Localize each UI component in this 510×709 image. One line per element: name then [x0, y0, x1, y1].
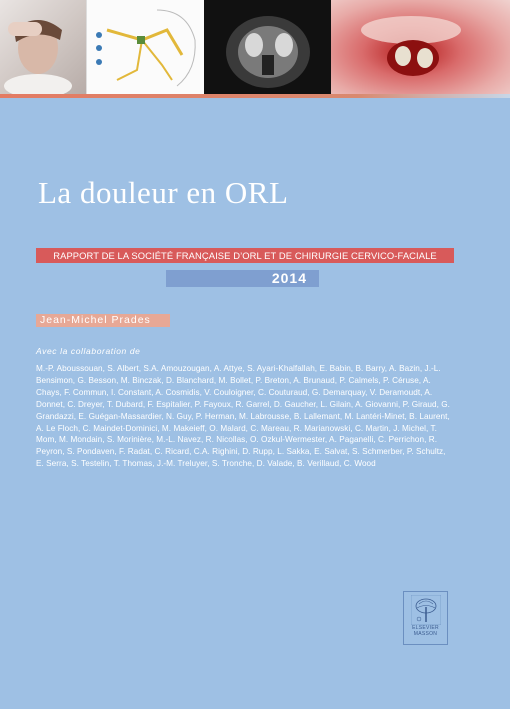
throat-photo	[331, 0, 510, 94]
book-title: La douleur en ORL	[38, 175, 289, 210]
cover-image-strip	[0, 0, 510, 94]
year-band	[166, 270, 319, 287]
ct-scan-image	[204, 0, 332, 94]
publisher-logo	[403, 591, 448, 645]
elsevier-tree-icon	[411, 595, 441, 625]
publisher-line1: ELSEVIER	[412, 625, 439, 631]
publisher-line2: MASSON	[413, 631, 438, 637]
anatomy-diagram	[86, 0, 204, 94]
collaboration-label: Avec la collaboration de	[36, 346, 141, 356]
collaborators-list: M.-P. Aboussouan, S. Albert, S.A. Amouzougan, A. Attye, S. Ayari-Khalfallah, E. Babin, B. Barry, A. Bazin, J.-L. Bensimon, G. Besson, M. Binczak, D. Blanchard, M. Bollet, P. Breton, A. Brunaud, P. Calmels, P. Céruse, A. Chays, F. Commun, I. Constant, A. Cosmidis, V. Couloigner, C. Couturaud, G. Demarquay, V. Deramoudt, A. Donnet, C. Dreyer, T. Dubard, F. Espitalier, P. Fayoux, R. Garrel, D. Gaucher, L. Gilain, A. Giovanni, P. Giraud, G. Grandazzi, E. Guégan-Massardier, N. Guy, P. Herman, M. Labrousse, B. Lallemant, M. Lantéri-Minet, B. Laurent, A. Le Floch, C. Maindet-Dominici, M. Makeieff, O. Malard, C. Mareau, R. Marianowski, C. Martin, J. Michel, T. Mom, M. Mondain, S. Morinière, M.-L. Navez, R. Nicollas, O. Ozkul-Wermester, A. Paganelli, C. Perrichon, R. Peyron, S. Pondaven, F. Radat, C. Ricard, C.A. Righini, D. Rupp, L. Sakka, E. Salvat, S. Schmerber, P. Schultz, E. Serra, S. Testelin, T. Thomas, J.-M. Treluyer, S. Tronche, D. Valade, B. Verillaud, C. Wood	[36, 364, 450, 469]
accent-line	[0, 94, 510, 98]
report-subtitle-band: RAPPORT DE LA SOCIÉTÉ FRANÇAISE D’ORL ET DE CHIRURGIE CERVICO-FACIALE	[36, 248, 454, 263]
headache-photo	[0, 0, 86, 94]
year-label: 2014	[271, 270, 307, 286]
author-name: Jean-Michel Prades	[36, 314, 170, 327]
